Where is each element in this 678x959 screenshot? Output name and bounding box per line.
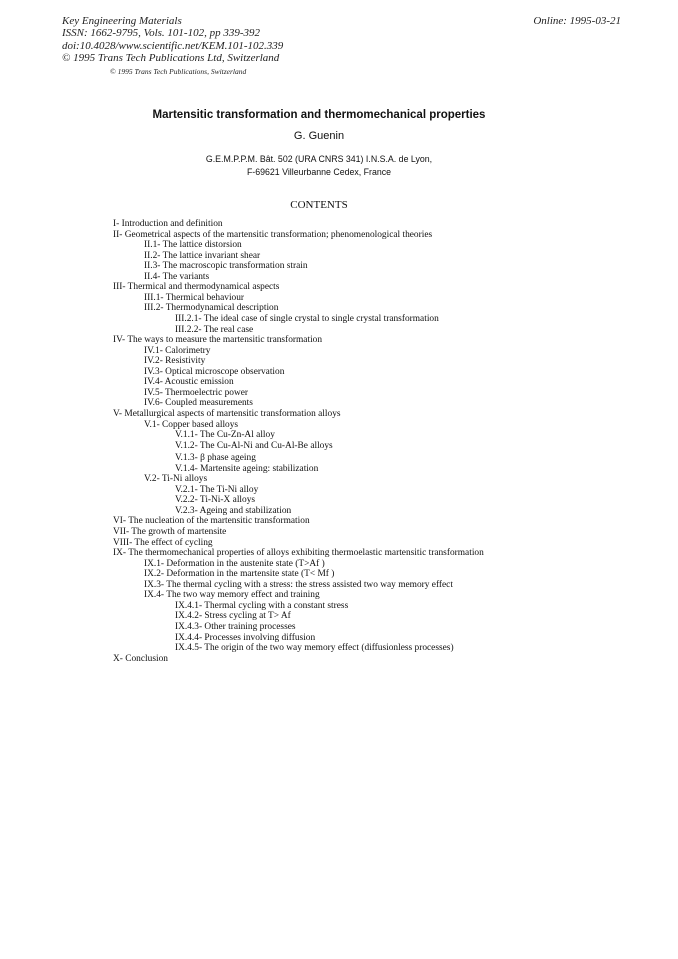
toc-entry: V.2.2- Ti-Ni-X alloys [175, 495, 256, 506]
paper-author: G. Guenin [293, 130, 345, 142]
toc-entry: III.2- Thermodynamical description [144, 303, 279, 314]
toc-entry: II.1- The lattice distorsion [144, 240, 242, 251]
toc-entry: V.1- Copper based alloys [144, 419, 239, 430]
toc-entry: V.1.2- The Cu-Al-Ni and Cu-Al-Be alloys [175, 440, 333, 451]
toc-entry: VII- The growth of martensite [113, 527, 227, 537]
toc-entry: II.3- The macroscopic transformation strain [144, 261, 308, 272]
toc-entry: VIII- The effect of cycling [113, 537, 213, 548]
toc-entry: V- Metallurgical aspects of martensitic transformation alloys [113, 408, 341, 419]
journal-header [62, 15, 283, 65]
issn-line: ISSN: 1662-9795, Vols. 101-102, pp 339-392 [62, 27, 260, 40]
toc-entry: IV.5- Thermoelectric power [144, 387, 249, 398]
toc-entry: V.1.4- Martensite ageing: stabilization [175, 463, 319, 474]
toc-entry: III.2.2- The real case [175, 324, 254, 335]
contents-heading: CONTENTS [290, 199, 348, 211]
toc-entry: II.2- The lattice invariant shear [144, 250, 261, 261]
toc-entry: X- Conclusion [113, 653, 168, 664]
toc-entry: IX.3- The thermal cycling with a stress: the stress assisted two way memory effect [144, 579, 453, 590]
toc-entry: IV.2- Resistivity [144, 356, 206, 367]
toc-entry: IX.4.4- Processes involving diffusion [175, 632, 316, 643]
toc-entry: V.2.3- Ageing and stabilization [175, 505, 292, 516]
toc-entry: V.1.3- β phase ageing [175, 453, 256, 464]
paper-title: Martensitic transformation and thermomechanical properties [152, 109, 486, 121]
toc-entry: IV.6- Coupled measurements [144, 398, 253, 409]
toc-entry: III.1- Thermical behaviour [144, 292, 245, 303]
toc-entry: IX.4.1- Thermal cycling with a constant stress [175, 600, 349, 611]
toc-entry: IX.1- Deformation in the austenite state (T>Af ) [144, 558, 325, 569]
toc-entry: IV.1- Calorimetry [144, 345, 211, 356]
author-affiliation [0, 153, 638, 178]
toc-entry: V.1.1- The Cu-Zn-Al alloy [175, 430, 275, 440]
toc-entry: III.2.1- The ideal case of single crystal to single crystal transformation [175, 314, 439, 324]
toc-entry: IX.4.3- Other training processes [175, 621, 296, 632]
toc-entry: VI- The nucleation of the martensitic transformation [113, 516, 310, 527]
copyright-line: © 1995 Trans Tech Publications Ltd, Switzerland [62, 52, 280, 65]
toc-entry: IX.4- The two way memory effect and training [144, 590, 320, 601]
journal-name: Key Engineering Materials [62, 15, 182, 27]
online-date: Online: 1995-03-21 [533, 15, 621, 27]
toc-entry: I- Introduction and definition [113, 219, 223, 229]
toc-entry: IX- The thermomechanical properties of alloys exhibiting thermoelastic martensitic transformation [113, 548, 484, 559]
toc-entry: IX.4.2- Stress cycling at T> Af [175, 611, 291, 622]
toc-entry: II- Geometrical aspects of the martensitic transformation; phenomenological theories [113, 229, 433, 240]
affiliation-line-2: F-69621 Villeurbanne Cedex, France [246, 166, 392, 177]
toc-entry: V.2.1- The Ti-Ni alloy [175, 484, 259, 495]
toc-entry: II.4- The variants [144, 271, 210, 282]
toc-entry: IV.3- Optical microscope observation [144, 366, 285, 377]
toc-entry: IX.4.5- The origin of the two way memory effect (diffusionless processes) [175, 643, 454, 653]
affiliation-line-1: G.E.M.P.P.M. Bât. 502 (URA CNRS 341) I.N.S.A. de Lyon, [205, 154, 433, 164]
toc-entry: III- Thermical and thermodynamical aspects [113, 282, 280, 293]
toc-entry: V.2- Ti-Ni alloys [144, 474, 208, 485]
copyright-line-small: © 1995 Trans Tech Publications, Switzerland [110, 67, 247, 76]
toc-entry: IX.2- Deformation in the martensite state (T< Mf ) [144, 569, 335, 580]
toc-entry: IV.4- Acoustic emission [144, 377, 234, 388]
toc-entry: IV- The ways to measure the martensitic transformation [113, 335, 323, 346]
doi-link[interactable]: doi:10.4028/www.scientific.net/KEM.101-102.339 [62, 39, 284, 52]
